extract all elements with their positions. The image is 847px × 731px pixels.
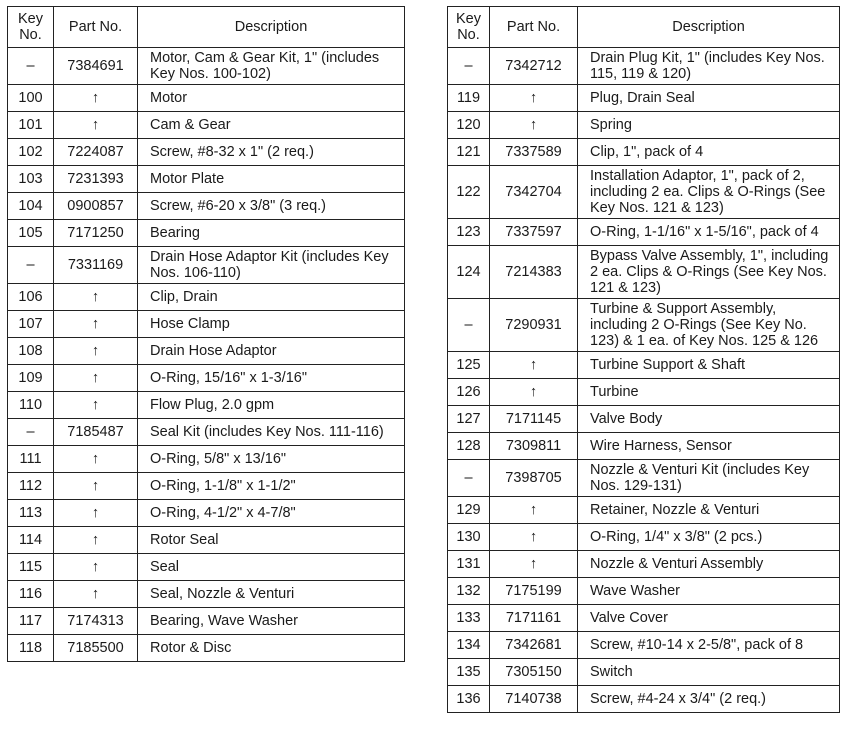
- table-row: [448, 166, 840, 219]
- part-no-cell: 7171250: [54, 220, 138, 247]
- part-no-cell: ↑: [54, 554, 138, 581]
- table-row: [448, 659, 840, 686]
- table-row: [448, 605, 840, 632]
- part-no-cell: 7290931: [490, 299, 578, 352]
- key-no-cell: 122: [448, 166, 490, 219]
- key-no-cell: 124: [448, 246, 490, 299]
- part-no-cell: 7224087: [54, 139, 138, 166]
- parts-table-left: [7, 6, 405, 662]
- part-no-cell: 7309811: [490, 433, 578, 460]
- table-row: [8, 48, 405, 85]
- table-row: [448, 578, 840, 605]
- part-no-cell: ↑: [54, 338, 138, 365]
- table-row: [448, 246, 840, 299]
- key-no-cell: 103: [8, 166, 54, 193]
- parts-table-right-body: [448, 48, 840, 713]
- key-no-cell: –: [8, 48, 54, 85]
- table-row: [448, 433, 840, 460]
- table-row: [8, 166, 405, 193]
- description-cell: O-Ring, 1/4" x 3/8" (2 pcs.): [578, 524, 840, 551]
- key-no-cell: 110: [8, 392, 54, 419]
- description-cell: Wire Harness, Sensor: [578, 433, 840, 460]
- part-no-cell: 7337589: [490, 139, 578, 166]
- key-no-cell: 104: [8, 193, 54, 220]
- description-cell: Bearing: [138, 220, 405, 247]
- key-no-cell: 132: [448, 578, 490, 605]
- table-row: [8, 635, 405, 662]
- description-cell: Seal, Nozzle & Venturi: [138, 581, 405, 608]
- key-no-cell: 120: [448, 112, 490, 139]
- description-cell: Valve Cover: [578, 605, 840, 632]
- part-no-cell: ↑: [54, 581, 138, 608]
- description-cell: Seal Kit (includes Key Nos. 111-116): [138, 419, 405, 446]
- part-no-cell: ↑: [54, 473, 138, 500]
- table-row: [8, 365, 405, 392]
- part-no-cell: 7185500: [54, 635, 138, 662]
- description-cell: Rotor Seal: [138, 527, 405, 554]
- key-no-header: Key No.: [8, 7, 54, 48]
- description-cell: Plug, Drain Seal: [578, 85, 840, 112]
- description-cell: Nozzle & Venturi Kit (includes Key Nos. 129-131): [578, 460, 840, 497]
- part-no-cell: 7171161: [490, 605, 578, 632]
- description-cell: Turbine: [578, 379, 840, 406]
- table-row: [8, 85, 405, 112]
- description-cell: O-Ring, 1-1/16" x 1-5/16", pack of 4: [578, 219, 840, 246]
- key-no-cell: 125: [448, 352, 490, 379]
- key-no-cell: 127: [448, 406, 490, 433]
- description-cell: Motor: [138, 85, 405, 112]
- part-no-cell: 7214383: [490, 246, 578, 299]
- part-no-cell: ↑: [54, 311, 138, 338]
- table-row: [448, 352, 840, 379]
- key-no-cell: 136: [448, 686, 490, 713]
- table-row: [8, 220, 405, 247]
- part-no-cell: ↑: [54, 527, 138, 554]
- key-no-cell: 101: [8, 112, 54, 139]
- part-no-cell: 7140738: [490, 686, 578, 713]
- description-cell: Bearing, Wave Washer: [138, 608, 405, 635]
- description-cell: Nozzle & Venturi Assembly: [578, 551, 840, 578]
- key-no-cell: 115: [8, 554, 54, 581]
- key-no-cell: –: [448, 299, 490, 352]
- table-row: [448, 219, 840, 246]
- key-no-cell: 130: [448, 524, 490, 551]
- part-no-cell: 7305150: [490, 659, 578, 686]
- description-cell: Screw, #8-32 x 1" (2 req.): [138, 139, 405, 166]
- table-row: [8, 419, 405, 446]
- description-cell: Screw, #4-24 x 3/4" (2 req.): [578, 686, 840, 713]
- part-no-cell: ↑: [490, 352, 578, 379]
- description-header: Description: [578, 7, 840, 48]
- key-no-cell: 133: [448, 605, 490, 632]
- table-row: [8, 581, 405, 608]
- key-no-cell: 102: [8, 139, 54, 166]
- key-no-cell: 105: [8, 220, 54, 247]
- table-row: [448, 299, 840, 352]
- description-cell: Bypass Valve Assembly, 1", including 2 ea. Clips & O-Rings (See Key Nos. 121 & 123): [578, 246, 840, 299]
- key-no-cell: 116: [8, 581, 54, 608]
- table-row: [8, 446, 405, 473]
- key-no-cell: 126: [448, 379, 490, 406]
- description-cell: Turbine & Support Assembly, including 2 O-Rings (See Key No. 123) & 1 ea. of Key Nos. 125 & 126: [578, 299, 840, 352]
- description-cell: Cam & Gear: [138, 112, 405, 139]
- description-cell: Turbine Support & Shaft: [578, 352, 840, 379]
- part-no-cell: 7185487: [54, 419, 138, 446]
- part-no-cell: ↑: [54, 446, 138, 473]
- key-no-cell: 117: [8, 608, 54, 635]
- description-cell: Clip, Drain: [138, 284, 405, 311]
- description-cell: Switch: [578, 659, 840, 686]
- table-row: [448, 497, 840, 524]
- table-row: [8, 139, 405, 166]
- table-row: [8, 284, 405, 311]
- table-row: [8, 247, 405, 284]
- part-no-cell: 7342704: [490, 166, 578, 219]
- key-no-cell: 135: [448, 659, 490, 686]
- description-cell: Spring: [578, 112, 840, 139]
- description-cell: Drain Hose Adaptor: [138, 338, 405, 365]
- key-no-header: Key No.: [448, 7, 490, 48]
- description-cell: O-Ring, 15/16" x 1-3/16": [138, 365, 405, 392]
- parts-table-right: [447, 6, 840, 713]
- table-row: [448, 48, 840, 85]
- table-row: [8, 112, 405, 139]
- table-row: [448, 139, 840, 166]
- description-cell: Drain Hose Adaptor Kit (includes Key Nos. 106-110): [138, 247, 405, 284]
- description-cell: Wave Washer: [578, 578, 840, 605]
- table-row: [8, 608, 405, 635]
- part-no-cell: ↑: [54, 500, 138, 527]
- key-no-cell: 107: [8, 311, 54, 338]
- key-no-cell: 100: [8, 85, 54, 112]
- key-no-cell: 108: [8, 338, 54, 365]
- part-no-cell: ↑: [490, 85, 578, 112]
- description-cell: Flow Plug, 2.0 gpm: [138, 392, 405, 419]
- key-no-cell: 106: [8, 284, 54, 311]
- part-no-cell: 7171145: [490, 406, 578, 433]
- description-cell: Screw, #6-20 x 3/8" (3 req.): [138, 193, 405, 220]
- part-no-cell: 7175199: [490, 578, 578, 605]
- part-no-cell: ↑: [490, 551, 578, 578]
- part-no-cell: 7231393: [54, 166, 138, 193]
- key-no-cell: 128: [448, 433, 490, 460]
- key-no-cell: 131: [448, 551, 490, 578]
- part-no-header: Part No.: [490, 7, 578, 48]
- key-no-cell: 119: [448, 85, 490, 112]
- table-row: [8, 500, 405, 527]
- part-no-header: Part No.: [54, 7, 138, 48]
- description-cell: O-Ring, 4-1/2" x 4-7/8": [138, 500, 405, 527]
- key-no-cell: –: [448, 48, 490, 85]
- description-cell: Drain Plug Kit, 1" (includes Key Nos. 115, 119 & 120): [578, 48, 840, 85]
- description-cell: O-Ring, 5/8" x 13/16": [138, 446, 405, 473]
- header-row: [8, 7, 405, 48]
- part-no-cell: ↑: [490, 524, 578, 551]
- description-header: Description: [138, 7, 405, 48]
- table-row: [448, 551, 840, 578]
- part-no-cell: 7398705: [490, 460, 578, 497]
- key-no-cell: 121: [448, 139, 490, 166]
- description-cell: Installation Adaptor, 1", pack of 2, including 2 ea. Clips & O-Rings (See Key Nos. 121 & 123): [578, 166, 840, 219]
- key-no-cell: 123: [448, 219, 490, 246]
- description-cell: Clip, 1", pack of 4: [578, 139, 840, 166]
- description-cell: Valve Body: [578, 406, 840, 433]
- table-row: [8, 392, 405, 419]
- part-no-cell: ↑: [490, 379, 578, 406]
- key-no-cell: –: [448, 460, 490, 497]
- table-row: [8, 473, 405, 500]
- table-row: [448, 524, 840, 551]
- part-no-cell: ↑: [54, 112, 138, 139]
- header-row: [448, 7, 840, 48]
- description-cell: Rotor & Disc: [138, 635, 405, 662]
- key-no-cell: 134: [448, 632, 490, 659]
- table-row: [448, 379, 840, 406]
- part-no-cell: ↑: [490, 112, 578, 139]
- key-no-cell: 114: [8, 527, 54, 554]
- table-row: [8, 338, 405, 365]
- part-no-cell: 7342681: [490, 632, 578, 659]
- table-row: [8, 554, 405, 581]
- table-row: [448, 112, 840, 139]
- description-cell: Screw, #10-14 x 2-5/8", pack of 8: [578, 632, 840, 659]
- key-no-cell: 109: [8, 365, 54, 392]
- key-no-cell: –: [8, 419, 54, 446]
- key-no-cell: 113: [8, 500, 54, 527]
- table-row: [8, 311, 405, 338]
- table-row: [448, 406, 840, 433]
- part-no-cell: 0900857: [54, 193, 138, 220]
- table-row: [8, 193, 405, 220]
- table-row: [448, 460, 840, 497]
- part-no-cell: ↑: [54, 365, 138, 392]
- part-no-cell: ↑: [54, 284, 138, 311]
- key-no-cell: 112: [8, 473, 54, 500]
- part-no-cell: 7331169: [54, 247, 138, 284]
- part-no-cell: 7384691: [54, 48, 138, 85]
- part-no-cell: ↑: [54, 85, 138, 112]
- key-no-cell: 111: [8, 446, 54, 473]
- part-no-cell: ↑: [54, 392, 138, 419]
- parts-table-left-body: [8, 48, 405, 662]
- description-cell: Seal: [138, 554, 405, 581]
- description-cell: Hose Clamp: [138, 311, 405, 338]
- key-no-cell: –: [8, 247, 54, 284]
- table-row: [448, 686, 840, 713]
- description-cell: O-Ring, 1-1/8" x 1-1/2": [138, 473, 405, 500]
- key-no-cell: 118: [8, 635, 54, 662]
- part-no-cell: ↑: [490, 497, 578, 524]
- part-no-cell: 7342712: [490, 48, 578, 85]
- key-no-cell: 129: [448, 497, 490, 524]
- table-row: [448, 632, 840, 659]
- description-cell: Retainer, Nozzle & Venturi: [578, 497, 840, 524]
- description-cell: Motor, Cam & Gear Kit, 1" (includes Key Nos. 100-102): [138, 48, 405, 85]
- description-cell: Motor Plate: [138, 166, 405, 193]
- table-row: [448, 85, 840, 112]
- part-no-cell: 7174313: [54, 608, 138, 635]
- part-no-cell: 7337597: [490, 219, 578, 246]
- table-row: [8, 527, 405, 554]
